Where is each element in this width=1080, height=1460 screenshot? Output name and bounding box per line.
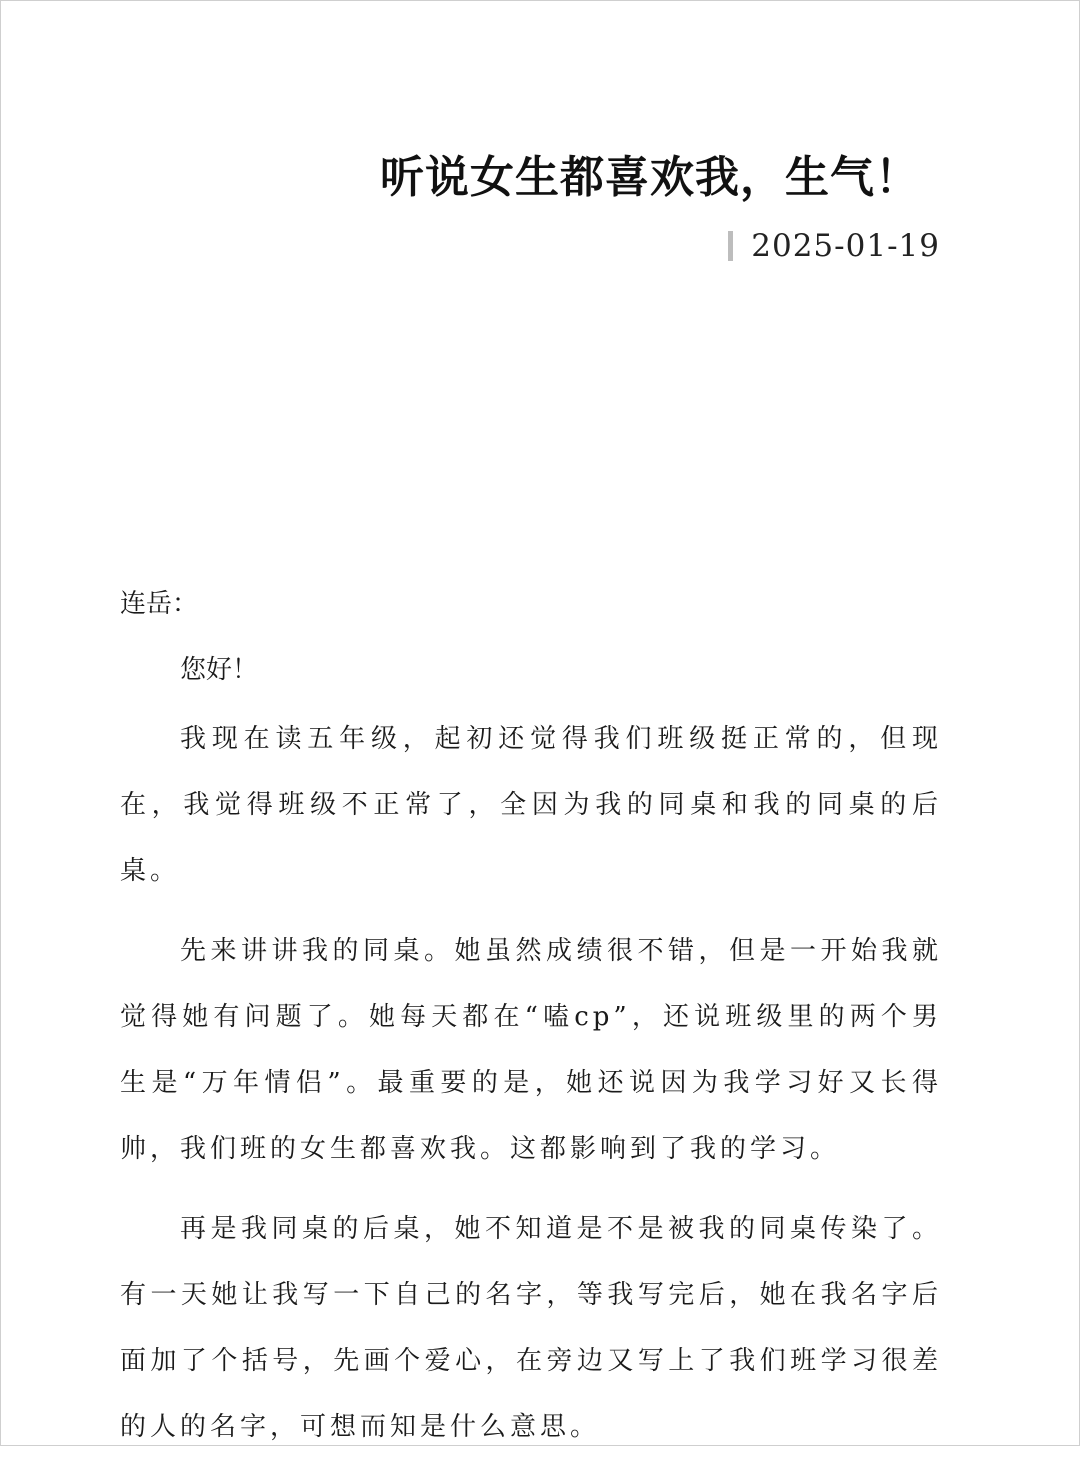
letter-paragraph: 我现在读五年级，起初还觉得我们班级挺正常的，但现在，我觉得班级不正常了，全因为我的同桌和我的同桌的后桌。 [120, 724, 942, 886]
letter-paragraph: 先来讲讲我的同桌。她虽然成绩很不错，但是一开始我就觉得她有问题了。她每天都在“嗑cp”，还说班级里的两个男生是“万年情侣”。最重要的是，她还说因为我学习好又长得帅，我们班的女生都喜欢我。这都影响到了我的学习。 [120, 936, 942, 1164]
letter-paragraph: 再是我同桌的后桌，她不知道是不是被我的同桌传染了。有一天她让我写一下自己的名字，等我写完后，她在我名字后面加了个括号，先画个爱心，在旁边又写上了我们班学习很差的人的名字，可想而知是什么意思。 [120, 1214, 942, 1442]
letter-body [120, 582, 942, 1460]
date-divider-bar [728, 231, 733, 261]
letter-greeting: 您好！ [180, 655, 259, 685]
article-title: 听说女生都喜欢我，生气！ [380, 152, 920, 204]
letter-salutation: 连岳： [120, 589, 199, 619]
date-row [728, 228, 940, 264]
article-date: 2025-01-19 [751, 228, 940, 264]
